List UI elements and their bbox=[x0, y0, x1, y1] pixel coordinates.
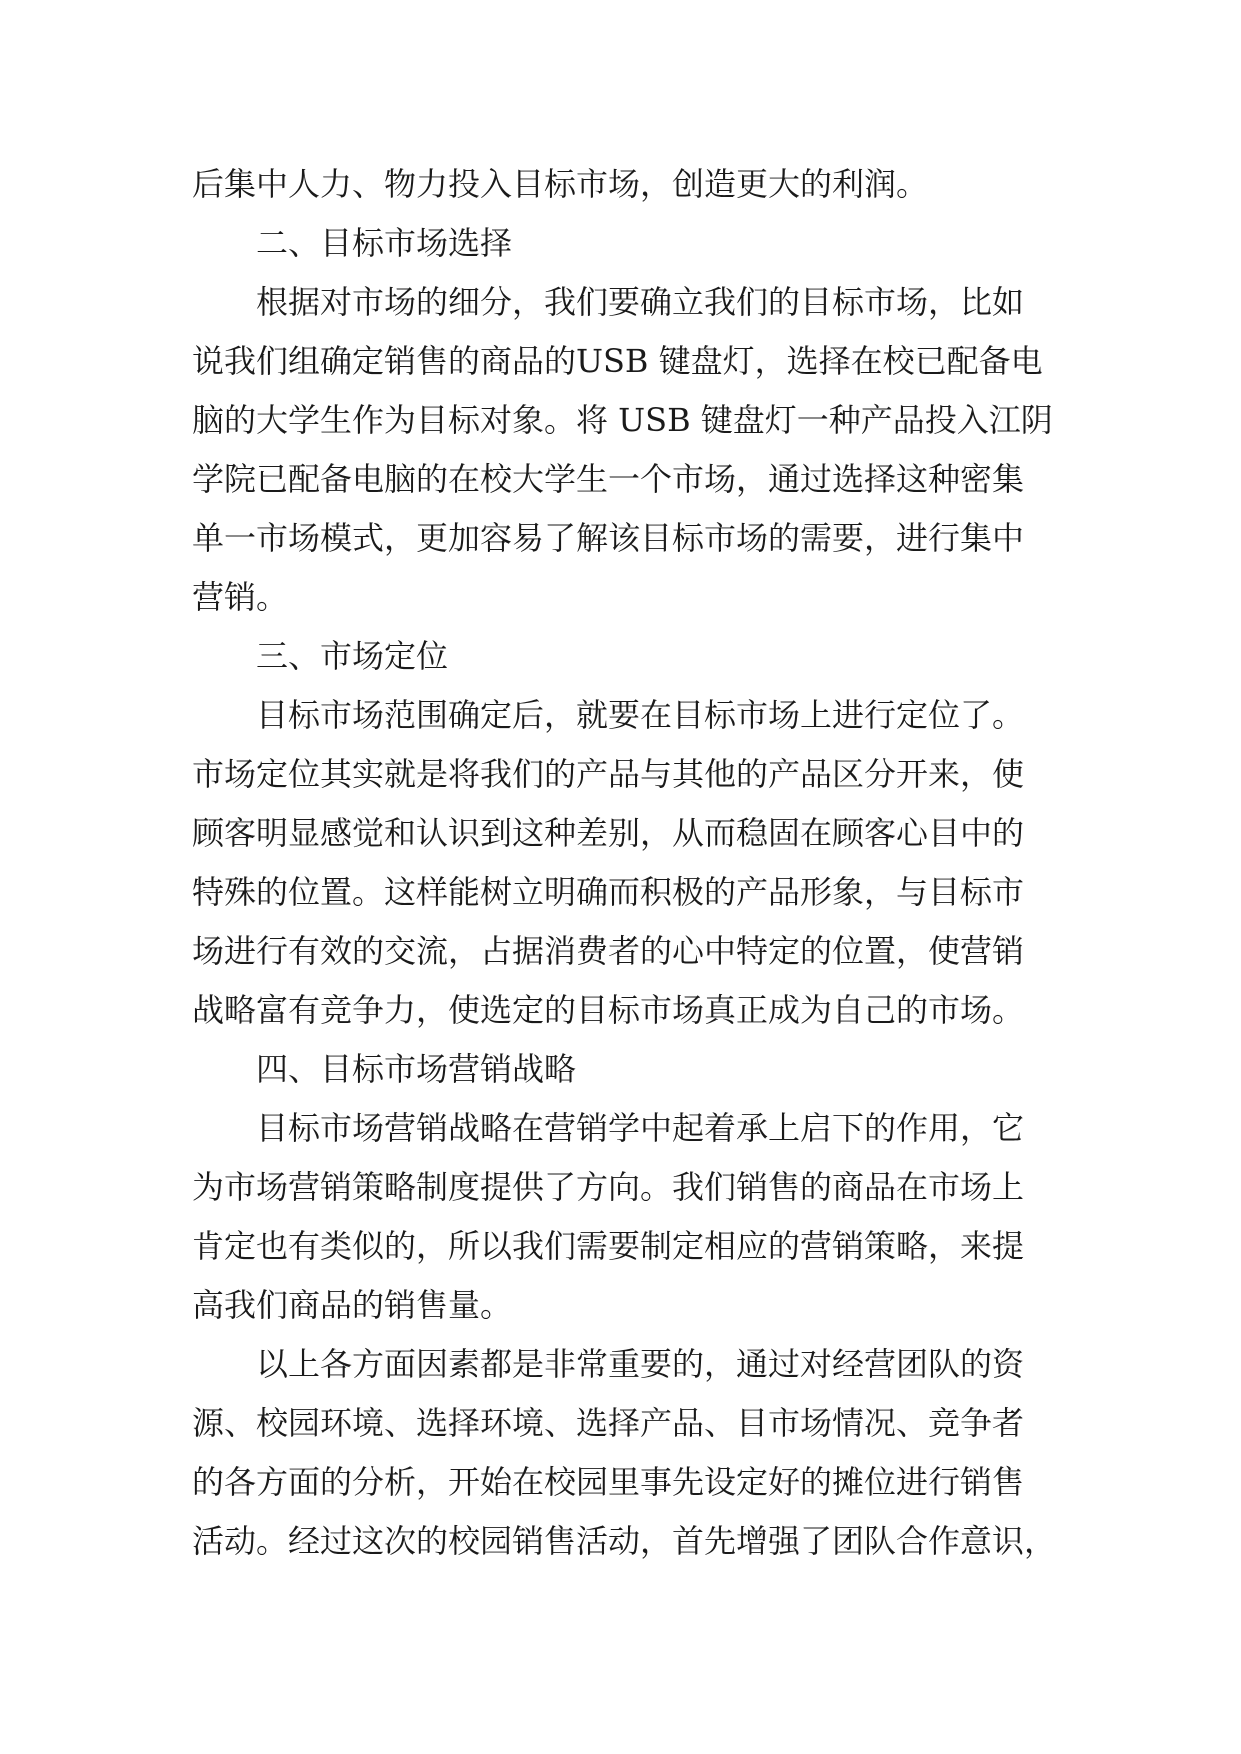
text-line: 脑的大学生作为目标对象。将 USB 键盘灯一种产品投入江阴 bbox=[192, 401, 1053, 439]
section-heading: 三、市场定位 bbox=[256, 637, 449, 675]
text-line: 市场定位其实就是将我们的产品与其他的产品区分开来，使 bbox=[192, 755, 1025, 793]
text-line: 根据对市场的细分，我们要确立我们的目标市场，比如 bbox=[256, 283, 1025, 321]
text-line: 为市场营销策略制度提供了方向。我们销售的商品在市场上 bbox=[192, 1168, 1025, 1206]
text-line: 场进行有效的交流，占据消费者的心中特定的位置，使营销 bbox=[192, 932, 1025, 970]
text-line: 学院已配备电脑的在校大学生一个市场，通过选择这种密集 bbox=[192, 460, 1025, 498]
text-line: 目标市场范围确定后，就要在目标市场上进行定位了。 bbox=[256, 696, 1025, 734]
text-line: 高我们商品的销售量。 bbox=[192, 1286, 513, 1324]
text-line: 顾客明显感觉和认识到这种差别，从而稳固在顾客心目中的 bbox=[192, 814, 1025, 852]
text-line: 活动。经过这次的校园销售活动，首先增强了团队合作意识， bbox=[192, 1522, 1057, 1560]
text-line: 以上各方面因素都是非常重要的，通过对经营团队的资 bbox=[256, 1345, 1025, 1383]
text-line: 的各方面的分析，开始在校园里事先设定好的摊位进行销售 bbox=[192, 1463, 1025, 1501]
text-line: 单一市场模式，更加容易了解该目标市场的需要，进行集中 bbox=[192, 519, 1025, 557]
text-line: 营销。 bbox=[192, 578, 289, 616]
text-line: 源、校园环境、选择环境、选择产品、目市场情况、竞争者 bbox=[192, 1404, 1025, 1442]
text-line: 后集中人力、物力投入目标市场，创造更大的利润。 bbox=[192, 165, 929, 203]
text-line: 说我们组确定销售的商品的USB 键盘灯，选择在校已配备电 bbox=[192, 342, 1043, 380]
section-heading: 四、目标市场营销战略 bbox=[256, 1050, 577, 1088]
text-line: 目标市场营销战略在营销学中起着承上启下的作用，它 bbox=[256, 1109, 1025, 1147]
text-line: 战略富有竞争力，使选定的目标市场真正成为自己的市场。 bbox=[192, 991, 1025, 1029]
section-heading: 二、目标市场选择 bbox=[256, 224, 513, 262]
text-line: 肯定也有类似的，所以我们需要制定相应的营销策略，来提 bbox=[192, 1227, 1025, 1265]
text-line: 特殊的位置。这样能树立明确而积极的产品形象，与目标市 bbox=[192, 873, 1025, 911]
